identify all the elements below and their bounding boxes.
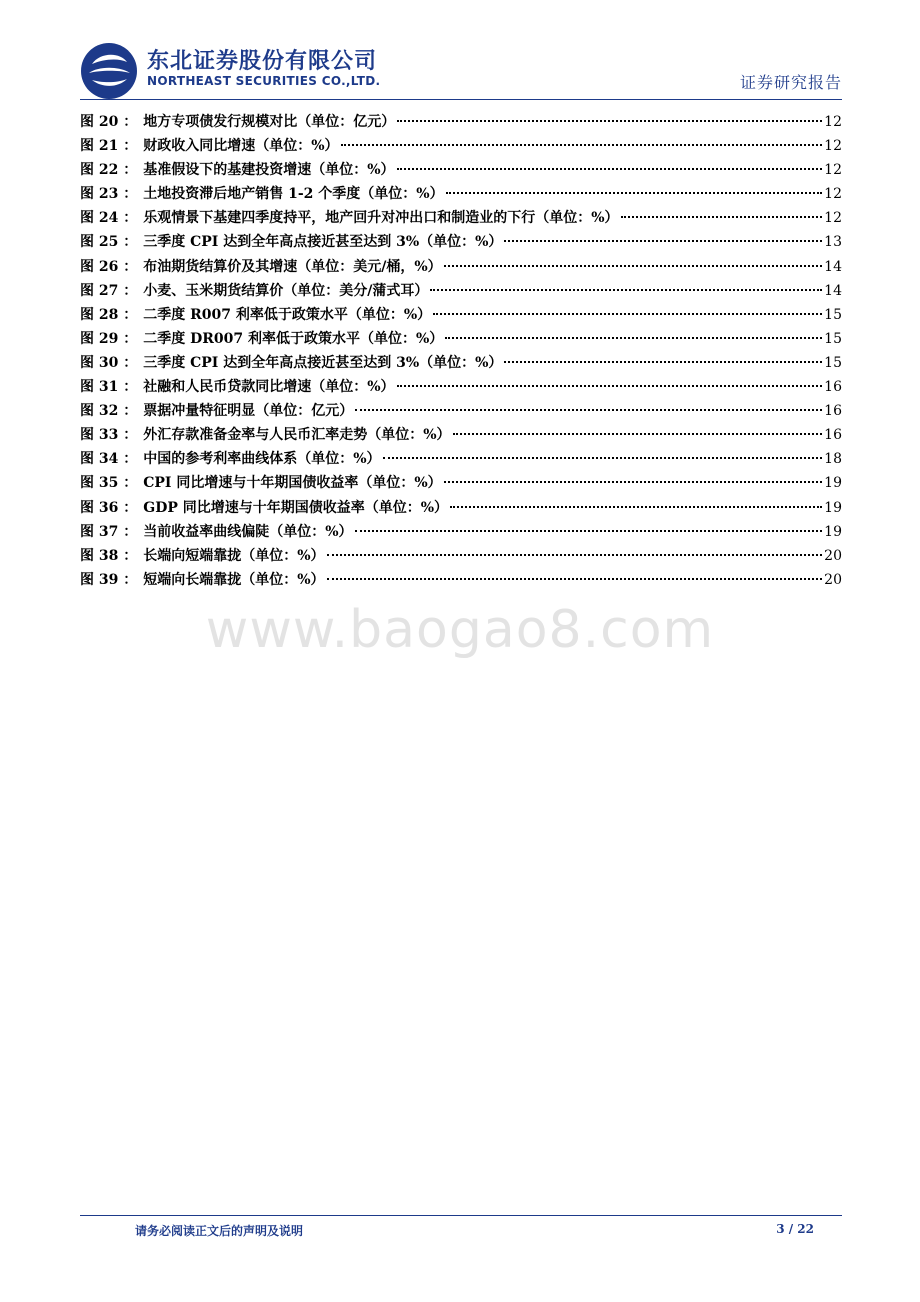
- toc-dot-leader: [446, 178, 823, 194]
- toc-figure-number: 图 35 ：: [80, 475, 138, 492]
- page-number: 3 / 22: [776, 1222, 814, 1236]
- toc-dot-leader: [504, 347, 822, 363]
- toc-dot-leader: [355, 395, 822, 411]
- toc-figure-number: 图 21 ：: [80, 138, 138, 155]
- toc-page-number: 12: [824, 186, 842, 203]
- figure-table-of-contents: [80, 110, 842, 592]
- toc-page-number: 14: [824, 282, 842, 299]
- toc-figure-title: 小麦、玉米期货结算价（单位：美分/蒲式耳）: [143, 282, 429, 299]
- toc-figure-number: 图 28 ：: [80, 306, 138, 323]
- toc-figure-title: GDP 同比增速与十年期国债收益率（单位：%）: [143, 499, 449, 516]
- toc-page-number: 20: [824, 547, 842, 564]
- toc-dot-leader: [355, 516, 823, 532]
- toc-figure-title: 财政收入同比增速（单位：%）: [143, 138, 339, 155]
- toc-dot-leader: [444, 251, 823, 267]
- toc-dot-leader: [433, 299, 822, 315]
- toc-page-number: 19: [824, 475, 842, 492]
- toc-figure-number: 图 37 ：: [80, 523, 138, 540]
- toc-page-number: 19: [824, 523, 842, 540]
- toc-figure-number: 图 29 ：: [80, 330, 138, 347]
- toc-page-number: 12: [824, 210, 842, 227]
- toc-figure-title: 三季度 CPI 达到全年高点接近甚至达到 3%（单位：%）: [143, 234, 503, 251]
- toc-page-number: 16: [824, 427, 842, 444]
- company-name-cn: 东北证券股份有限公司: [147, 49, 378, 74]
- toc-dot-leader: [397, 371, 823, 387]
- toc-dot-leader: [445, 323, 822, 339]
- toc-figure-number: 图 34 ：: [80, 451, 138, 468]
- toc-figure-title: 当前收益率曲线偏陡（单位：%）: [143, 523, 353, 540]
- toc-figure-title: 中国的参考利率曲线体系（单位：%）: [143, 451, 381, 468]
- toc-page-number: 12: [824, 114, 842, 130]
- toc-figure-title: 短端向长端靠拢（单位：%）: [143, 571, 325, 588]
- toc-figure-title: 票据冲量特征明显（单位：亿元）: [143, 403, 354, 420]
- footer-divider: [80, 1215, 842, 1216]
- toc-figure-number: 图 25 ：: [80, 234, 138, 251]
- toc-page-number: 12: [824, 138, 842, 155]
- toc-figure-number: 图 30 ：: [80, 354, 138, 371]
- report-type-label: 证券研究报告: [739, 73, 842, 92]
- toc-page-number: 15: [824, 354, 842, 371]
- toc-figure-title: 三季度 CPI 达到全年高点接近甚至达到 3%（单位：%）: [143, 354, 503, 371]
- toc-page-number: 12: [824, 162, 842, 179]
- header-divider: [80, 99, 842, 100]
- toc-page-number: 13: [824, 234, 842, 251]
- toc-figure-title: 长端向短端靠拢（单位：%）: [143, 547, 325, 564]
- watermark: www.baogao8.com: [205, 600, 715, 660]
- toc-dot-leader: [621, 202, 823, 218]
- toc-figure-title: 二季度 R007 利率低于政策水平（单位：%）: [143, 306, 432, 323]
- toc-figure-number: 图 24 ：: [80, 210, 138, 227]
- toc-figure-title: 社融和人民币贷款同比增速（单位：%）: [143, 379, 395, 396]
- toc-figure-number: 图 27 ：: [80, 282, 138, 299]
- toc-figure-title: 土地投资滞后地产销售 1-2 个季度（单位：%）: [143, 186, 444, 203]
- toc-figure-number: 图 22 ：: [80, 162, 138, 179]
- toc-figure-number: 图 33 ：: [80, 427, 138, 444]
- toc-page-number: 16: [824, 379, 842, 396]
- toc-figure-number: 图 23 ：: [80, 186, 138, 203]
- toc-dot-leader: [397, 106, 822, 122]
- toc-entry[interactable]: [80, 568, 842, 592]
- toc-dot-leader: [444, 467, 823, 483]
- toc-figure-title: 地方专项债发行规模对比（单位：亿元）: [143, 114, 396, 130]
- toc-figure-title: 二季度 DR007 利率低于政策水平（单位：%）: [143, 330, 444, 347]
- toc-dot-leader: [397, 154, 823, 170]
- company-logo-icon: [80, 42, 138, 100]
- company-name-en: NORTHEAST SECURITIES CO.,LTD.: [147, 74, 381, 88]
- toc-dot-leader: [450, 492, 822, 508]
- toc-figure-title: CPI 同比增速与十年期国债收益率（单位：%）: [143, 475, 442, 492]
- toc-page-number: 16: [824, 403, 842, 420]
- toc-figure-title: 基准假设下的基建投资增速（单位：%）: [143, 162, 395, 179]
- toc-figure-title: 外汇存款准备金率与人民币汇率走势（单位：%）: [143, 427, 451, 444]
- footer-disclaimer: 请务必阅读正文后的声明及说明: [135, 1224, 304, 1238]
- toc-figure-number: 图 26 ：: [80, 258, 138, 275]
- toc-figure-number: 图 38 ：: [80, 547, 138, 564]
- toc-dot-leader: [430, 275, 822, 291]
- toc-figure-number: 图 39 ：: [80, 571, 138, 588]
- toc-figure-number: 图 20 ：: [80, 114, 138, 130]
- toc-figure-number: 图 32 ：: [80, 403, 138, 420]
- toc-page-number: 19: [824, 499, 842, 516]
- toc-figure-number: 图 36 ：: [80, 499, 138, 516]
- toc-figure-title: 乐观情景下基建四季度持平，地产回升对冲出口和制造业的下行（单位：%）: [143, 210, 619, 227]
- toc-page-number: 15: [824, 330, 842, 347]
- toc-figure-number: 图 31 ：: [80, 379, 138, 396]
- toc-dot-leader: [327, 540, 823, 556]
- toc-page-number: 18: [824, 451, 842, 468]
- toc-page-number: 20: [824, 571, 842, 588]
- toc-dot-leader: [341, 130, 823, 146]
- toc-dot-leader: [383, 443, 823, 459]
- toc-dot-leader: [453, 419, 823, 435]
- toc-page-number: 14: [824, 258, 842, 275]
- toc-dot-leader: [327, 564, 823, 580]
- page-header: [0, 0, 920, 100]
- toc-figure-title: 布油期货结算价及其增速（单位：美元/桶，%）: [143, 258, 442, 275]
- toc-dot-leader: [504, 226, 822, 242]
- toc-page-number: 15: [824, 306, 842, 323]
